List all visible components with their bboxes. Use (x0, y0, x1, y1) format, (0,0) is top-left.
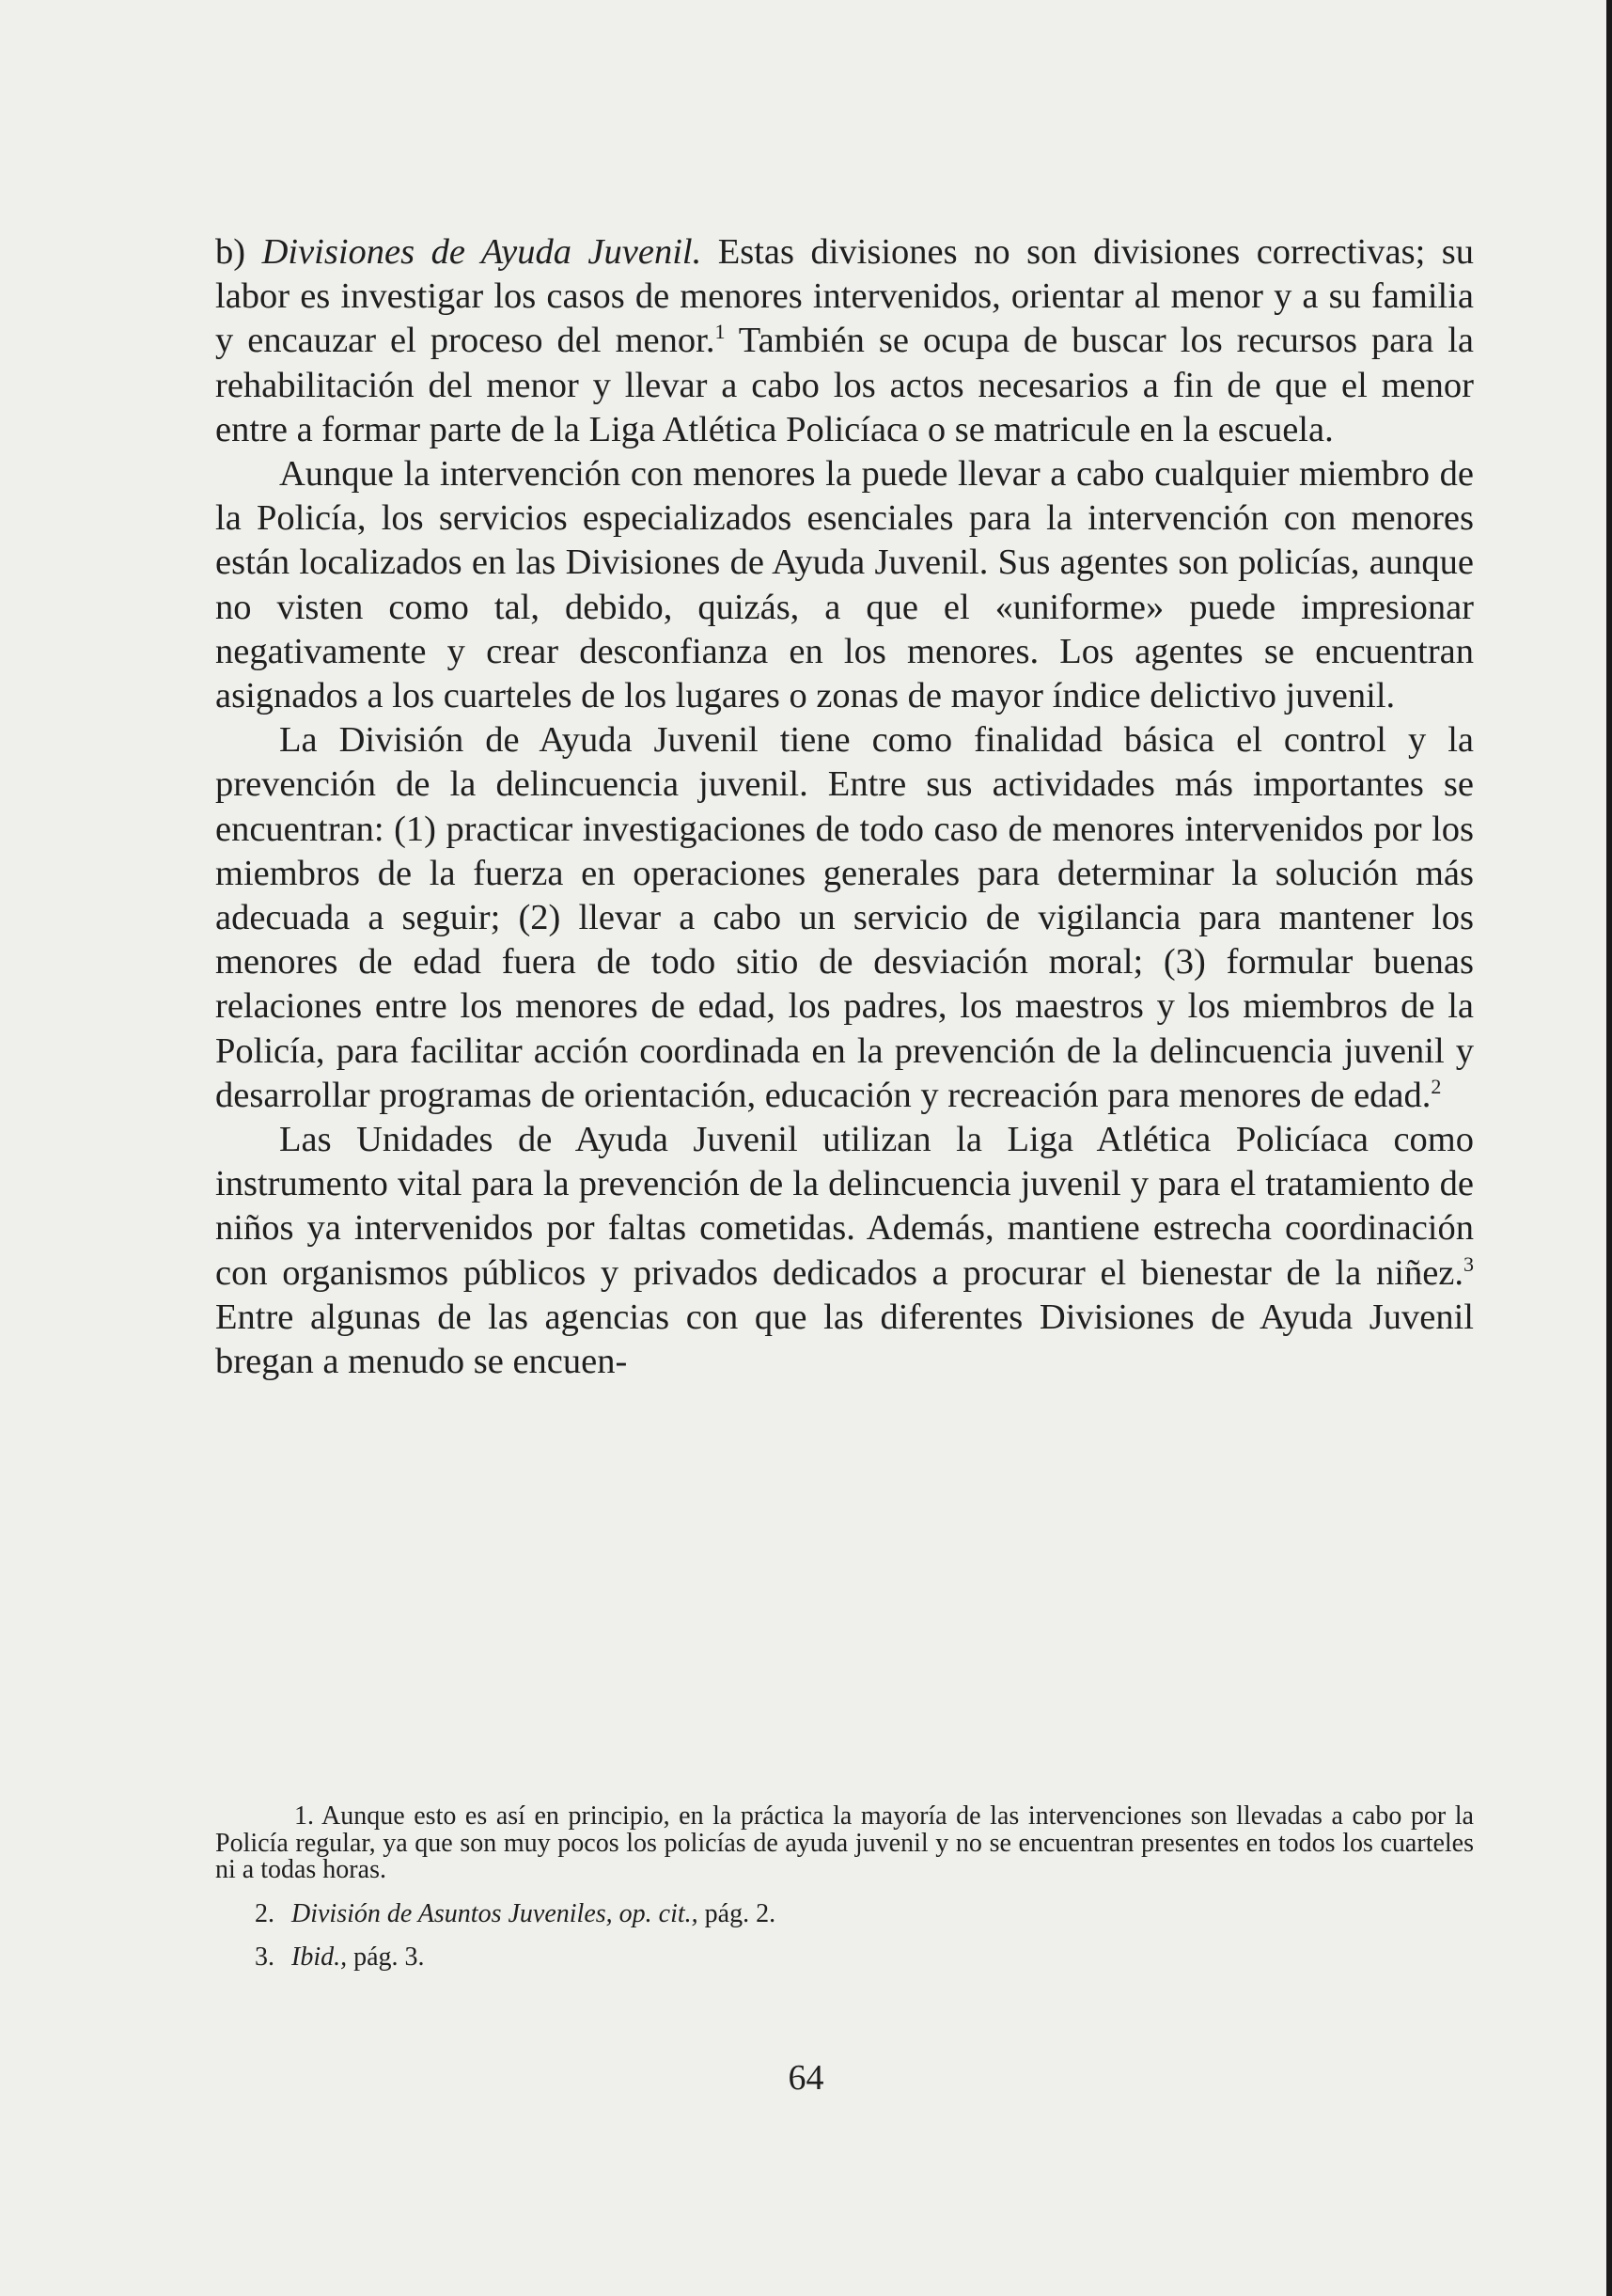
footnote-number: 2. (255, 1898, 274, 1928)
footnote-title: División de Asuntos Juveniles, op. cit., (291, 1898, 698, 1928)
footnotes (215, 1803, 1474, 1989)
paragraph-2 (215, 452, 1474, 718)
page-number: 64 (788, 2058, 824, 2098)
footnote-text: Aunque esto es así en principio, en la práctica la mayoría de las intervenciones son llevadas a cabo por la Policía regular, ya que son muy pocos los policías de ayuda juvenil y no se encuentran presentes en todos los cuarteles ni a todas horas. (215, 1801, 1474, 1884)
footnote-number: 3. (255, 1942, 274, 1972)
footnote-ref: 3 (1463, 1251, 1474, 1276)
paragraph-text: Entre algunas de las agencias con que las diferentes Divisiones de Ayuda Juvenil bregan a menudo se encuen- (215, 1297, 1474, 1382)
footnote-1 (215, 1803, 1474, 1884)
footnote-title: Ibid., (291, 1942, 348, 1972)
footnote-text: pág. 2. (697, 1898, 776, 1928)
list-marker: b) (215, 232, 262, 272)
body-text (215, 230, 1474, 1384)
footnote-ref: 2 (1431, 1075, 1442, 1099)
footnote-text: pág. 3. (347, 1942, 425, 1972)
footnote-2 (215, 1898, 1474, 1928)
footnote-number: 1. (294, 1801, 314, 1831)
paragraph-text: También se ocupa de buscar los recursos para la rehabilitación del menor y llevar a cabo los actos necesarios a fin de que el menor entre a formar parte de la Liga Atlética Policíaca o se matricule en la escuela. (215, 321, 1475, 449)
paragraph-text: La División de Ayuda Juvenil tiene como finalidad básica el control y la prevención de la delincuencia juvenil. Entre sus actividades más importantes se encuentran: (1) practicar investigaciones de todo caso de menores intervenidos por los miembros de la fuerza en operaciones generales para determinar la solución más adecuada a seguir; (2) llevar a cabo un servicio de vigilancia para mantener los menores de edad fuera de todo sitio de desviación moral; (3) formular buenas relaciones entre los menores de edad, los padres, los maestros y los miembros de la Policía, para facilitar acción coordinada en la prevención de la delincuencia juvenil y desarrollar programas de orientación, educación y recreación para menores de edad. (215, 720, 1474, 1115)
footnote-ref: 1 (714, 320, 726, 344)
paragraph-3 (215, 718, 1474, 1118)
scan-edge (1606, 0, 1612, 2296)
paragraph-text: Aunque la intervención con menores la puede llevar a cabo cualquier miembro de la Policía, los servicios especializados esenciales para la intervención con menores están localizados en las Divisiones de Ayuda Juvenil. Sus agentes son policías, aunque no visten como tal, debido, quizás, a que el «uniforme» puede impresionar negativamente y crear desconfianza en los menores. Los agentes se encuentran asignados a los cuarteles de los lugares o zonas de mayor índice delictivo juvenil. (215, 454, 1474, 716)
paragraph-text: Estas divisiones no son divisiones correctivas; su labor es investigar los casos de menores intervenidos, orientar al menor y a su familia y encauzar el proceso del menor. (215, 232, 1474, 361)
paragraph-1 (215, 230, 1474, 452)
section-heading: Divisiones de Ayuda Juvenil. (261, 232, 702, 272)
footnote-3 (215, 1944, 1474, 1972)
paragraph-4 (215, 1118, 1474, 1384)
paragraph-text: Las Unidades de Ayuda Juvenil utilizan la Liga Atlética Policíaca como instrumento vital para la prevención de la delincuencia juvenil y para el tratamiento de niños ya intervenidos por faltas cometidas. Además, mantiene estrecha coordinación con organismos públicos y privados dedicados a procurar el bienestar de la niñez. (215, 1120, 1474, 1293)
